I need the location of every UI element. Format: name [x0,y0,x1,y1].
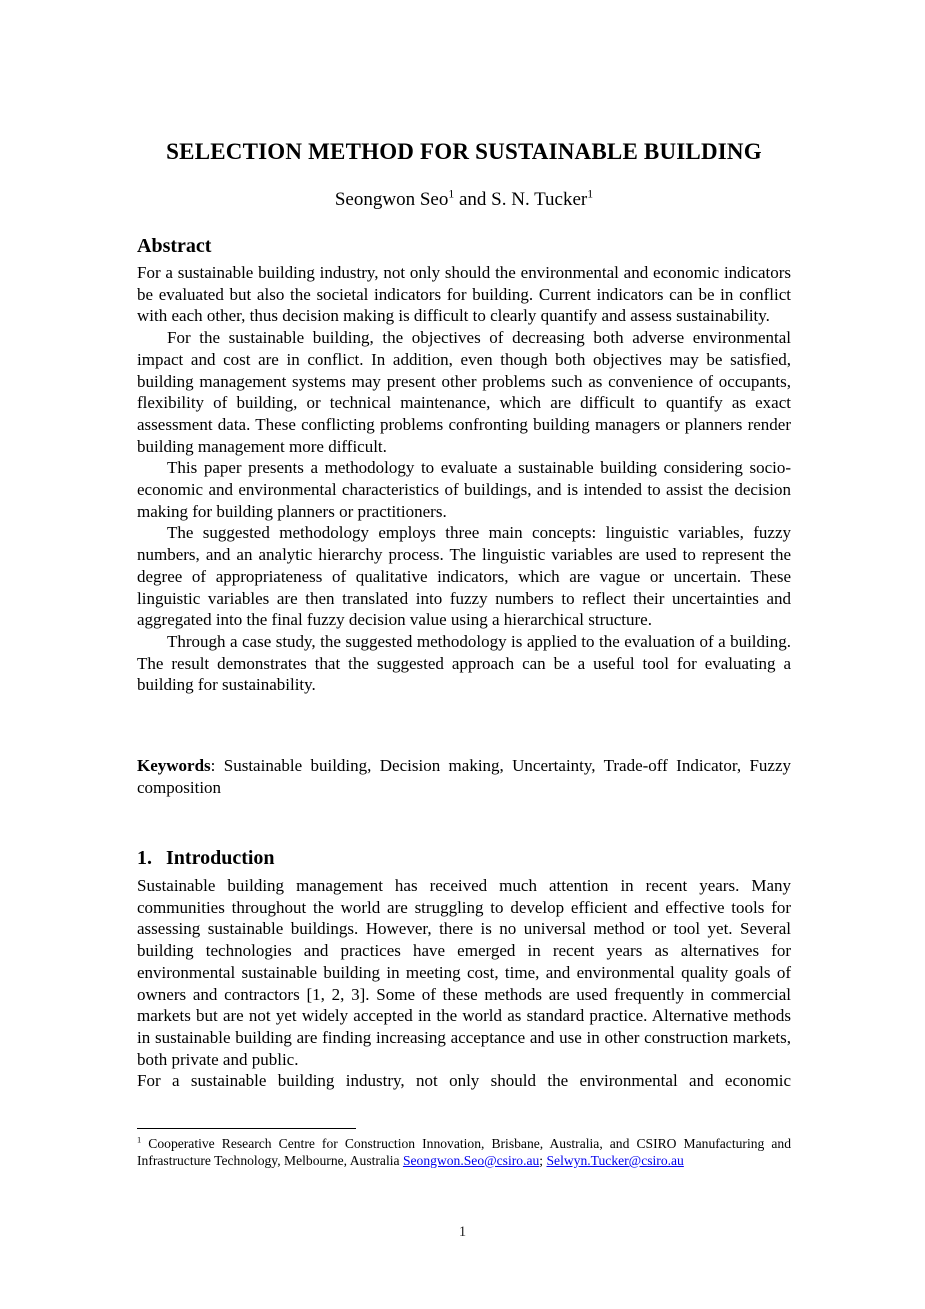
author-2-name: S. N. Tucker [491,189,588,210]
footnote-affiliation: Cooperative Research Centre for Construction Innovation, Brisbane, Australia, and CSIRO Manufacturing and Infrastructure Technology, Melbourne, Australia [137,1136,791,1168]
abstract-paragraph-5: Through a case study, the suggested methodology is applied to the evaluation of a building. The result demonstrates that the suggested approach can be a useful tool for evaluating a building for sustainability. [137,631,791,695]
introduction-paragraph-2: For a sustainable building industry, not only should the environmental and economic [137,1071,791,1091]
abstract-paragraph-2: For the sustainable building, the objectives of decreasing both adverse environmental impact and cost are in conflict. In addition, even though both objectives may be satisfied, building management systems may present other problems such as convenience of occupants, flexibility of building, or technical maintenance, which are difficult to quantify as exact assessment data. These conflicting problems confronting building managers or planners render building management more difficult. [137,328,791,456]
keywords-label: Keywords [137,756,211,775]
abstract-paragraph-1: For a sustainable building industry, not only should the environmental and economic indicators be evaluated but also the societal indicators for building. Current indicators can be in conflict with each other, thus decision making is difficult to clearly quantify and assess sustainability. [137,263,791,326]
author-1-name: Seongwon Seo [334,189,449,210]
introduction-paragraph-1: Sustainable building management has received much attention in recent years. Many communities throughout the world are struggling to develop efficient and effective tools for assessing sustainable buildings. However, there is no universal method or tool yet. Several building technologies and practices have emerged in recent years as alternatives for environmental sustainable building in meeting cost, time, and environmental quality goals of owners and contractors [1, 2, 3]. Some of these methods are used frequently in commercial markets but are not yet widely accepted in the world as standard practice. Alternative methods in sustainable building are finding increasing acceptance and use in other construction markets, both private and public. [137,876,791,1069]
author-2-affiliation-mark: 1 [587,187,594,201]
abstract-paragraph-4: The suggested methodology employs three main concepts: linguistic variables, fuzzy numbers, and an analytic hierarchy process. The linguistic variables are used to represent the degree of appropriateness of qualitative indicators, which are vague or uncertain. These linguistic variables are then translated into fuzzy numbers to reflect their uncertainties and aggregated into the final fuzzy decision value using a hierarchical structure. [137,523,791,630]
footnote-separator-rule [137,1128,356,1129]
email-separator: ; [539,1152,547,1168]
author-1-affiliation-mark: 1 [448,187,455,201]
section-number: 1. [137,847,152,869]
paper-title: SELECTION METHOD FOR SUSTAINABLE BUILDING [166,139,762,164]
section-title: Introduction [166,847,275,869]
authors-connector: and [458,189,492,210]
keywords-list: : Sustainable building, Decision making, Uncertainty, Trade-off Indicator, Fuzzy composition [137,756,791,797]
footnote-marker: 1 [137,1134,142,1145]
email-link-seongwon[interactable]: Seongwon.Seo@csiro.au [402,1152,540,1168]
keywords-line [137,755,791,798]
introduction-heading [137,845,791,871]
document-header [137,138,791,212]
abstract-heading: Abstract [137,235,212,257]
introduction-section [137,845,791,1092]
abstract-section [137,233,791,696]
footnote-section [137,1128,791,1170]
authors-line [137,188,791,212]
keywords-section [137,755,791,798]
footnote-text [137,1136,791,1170]
abstract-paragraph-3: This paper presents a methodology to evaluate a sustainable building considering socio-economic and environmental characteristics of buildings, and is intended to assist the decision making for building planners or practitioners. [137,458,791,521]
page-number: 1 [458,1224,467,1240]
email-link-selwyn[interactable]: Selwyn.Tucker@csiro.au [546,1152,684,1168]
